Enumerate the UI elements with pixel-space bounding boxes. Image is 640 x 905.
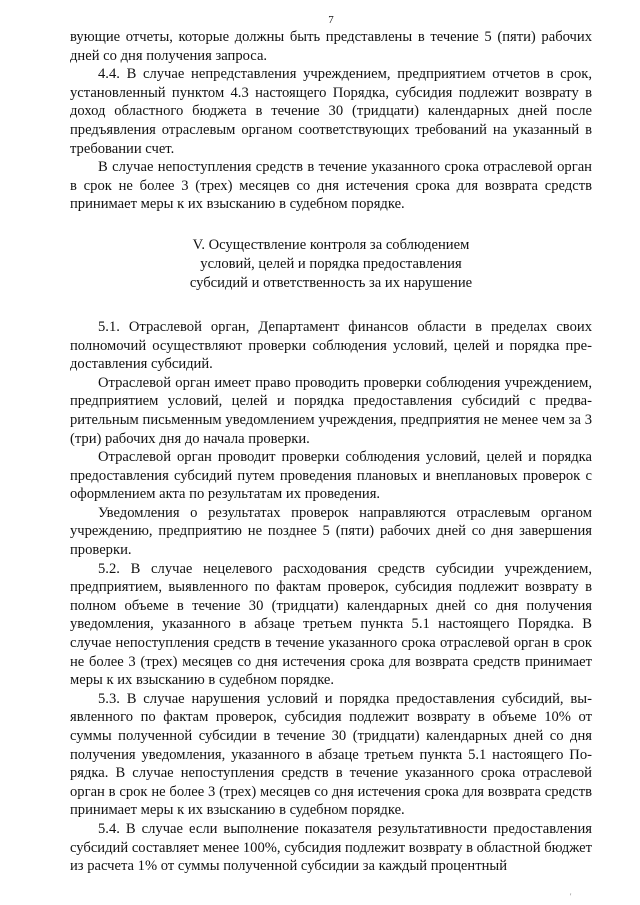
section-heading-line-1: V. Осуществление контроля за соблюдением	[192, 236, 470, 253]
section-heading-line-3: субсидий и ответственность за их нарушение	[189, 274, 473, 291]
section-heading-line-2: условий, целей и порядка предоставления	[200, 255, 462, 272]
paragraph-5-2: 5.2. В случае нецелевого расходования средств субсидии учреждением, предприятием, выявленного по фактам проверок, субсидия подлежит возврату в полном объеме в течение 30 (тридцати) календарных дней со дня получения уведомления, указанного в абзаце третьем пункта 5.1 настоящего Порядка. В случае непоступления средств в течение указанного срока отраслевой орган в срок не более 3 (трех) месяцев со дня истечения срока для возврата средств принимает меры к их взысканию в судебном порядке.	[70, 560, 592, 689]
section-heading	[70, 236, 592, 293]
page-number: 7	[328, 14, 334, 26]
paragraph-4-4-nonreceipt: В случае непоступления средств в течение указанного срока отраслевой орган в срок не более 3 (трех) месяцев со дня истечения срока для возврата средств принимает меры к их взысканию в судебном порядке.	[70, 159, 592, 213]
paragraph-4-4: 4.4. В случае непредставления учреждением, предприятием отчетов в срок, установленный пунктом 4.3 настоящего Порядка, субсидия подлежит возврату в доход областного бюджета в течение 30 (тридцати) календарных дней после предъявления отраслевым органом соответствующих требований на указанный в требовании счет.	[70, 66, 592, 157]
paragraph-5-1-procedure: Отраслевой орган проводит проверки соблюдения условий, целей и порядка предоставления субсидий путем проведения плановых и внеплановых проверок с оформлением акта по результатам их проведения.	[70, 449, 592, 503]
paragraph-5-4: 5.4. В случае если выполнение показателя результативности предоставления субсидий составляет менее 100%, субсидия подлежит возврату в областной бюджет из расчета 1% от суммы полученной субсидии за каждый процентный	[70, 820, 592, 875]
document-page	[70, 14, 592, 876]
paragraph-5-3: 5.3. В случае нарушения условий и порядка предоставления субсидий, выявленного по фактам проверок, субсидия подлежит возврату в объеме 10% от суммы полученной субсидии в течение 30 (тридцати) календарных дней со дня получения уведомления, указанного в абзаце третьем пункта 5.1 настоящего Порядка. В случае непоступления средств в течение указанного срока отраслевой орган в срок не более 3 (трех) месяцев со дня истечения срока для возврата средств принимает меры к их взысканию в судебном порядке.	[70, 690, 592, 819]
paragraph-5-1-right: Отраслевой орган имеет право проводить проверки соблюдения учреждением, предприятием условий, целей и порядка предоставления субсидий с предварительным письменным уведомлением учреждения, предприятия не менее чем за 3 (три) рабочих дня до начала проверки.	[70, 374, 592, 447]
paragraph-5-1-notifications: Уведомления о результатах проверок направляются отраслевым органом учреждению, предприятию не позднее 5 (пяти) рабочих дней со дня завершения проверки.	[70, 504, 592, 559]
paragraph-continuation: вующие отчеты, которые должны быть представлены в течение 5 (пяти) рабочих дней со дня получения запроса.	[70, 29, 592, 64]
scan-mark: '	[570, 892, 572, 901]
paragraph-5-1: 5.1. Отраслевой орган, Департамент финансов области в пределах своих полномочий осуществляют проверки соблюдения условий, целей и порядка предоставления субсидий.	[70, 318, 592, 373]
